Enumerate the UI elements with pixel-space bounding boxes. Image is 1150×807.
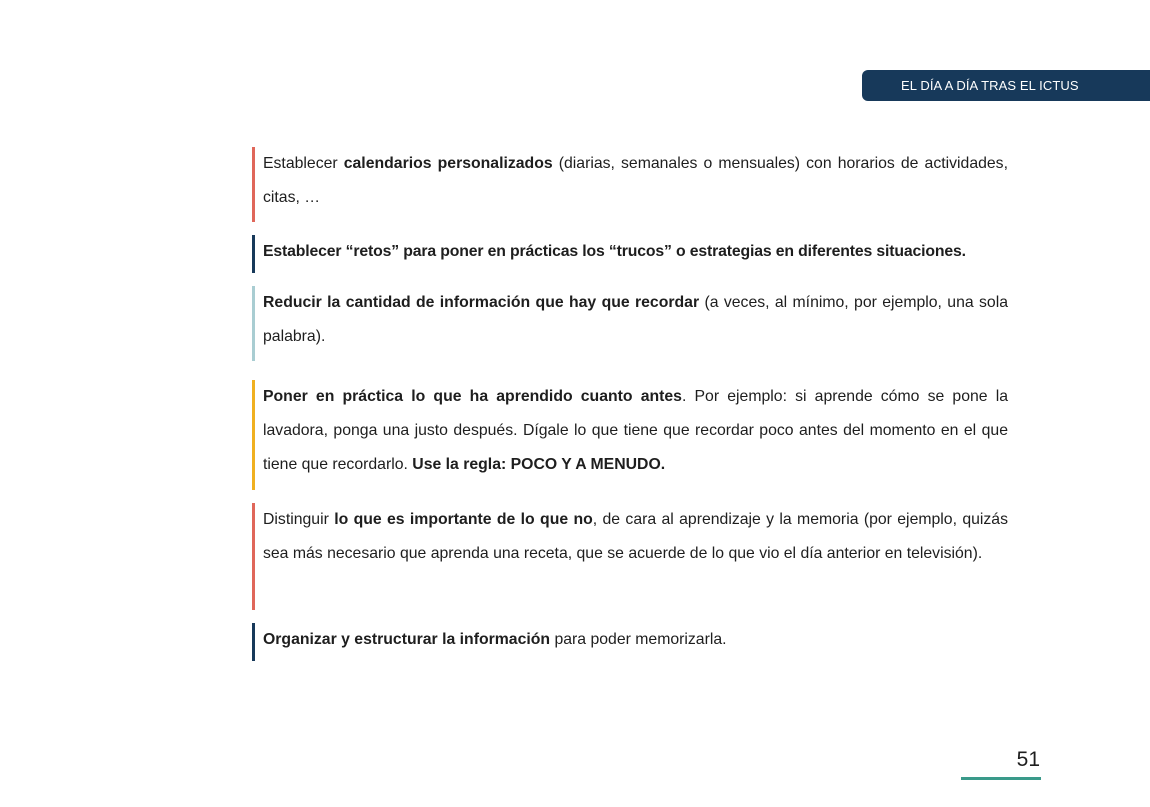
tip-text-bold: calendarios personalizados (343, 155, 553, 172)
page-number-underline (961, 777, 1041, 780)
tip-text-post: para poder memorizarla. (550, 631, 727, 648)
section-header-tab (862, 70, 1150, 101)
tip-item-distinguish-important (252, 503, 1008, 610)
page-number: 51 (1016, 748, 1040, 771)
tip-item-organize-information (252, 623, 1008, 661)
tip-text-rule: Use la regla: POCO Y A MENUDO. (412, 456, 666, 473)
section-title: EL DÍA A DÍA TRAS EL ICTUS (901, 78, 1079, 93)
tip-item-reduce-information (252, 286, 1008, 361)
tip-text-post: (a veces, al mínimo, por ejemplo, una sola palabra). (263, 294, 1008, 345)
tip-text-post: . Por ejemplo: si aprende cómo se pone la lavadora, ponga una justo después. Dígale lo que tiene que recordar poco antes del momento en el que tiene que recordarlo. (263, 388, 1008, 473)
tip-text-bold: Organizar y estructurar la información (263, 631, 551, 648)
tip-item-practice-soon (252, 380, 1008, 490)
tip-text-post: , de cara al aprendizaje y la memoria (por ejemplo, quizás sea más necesario que aprenda una receta, que se acuerde de lo que vio el día anterior en televisión). (263, 511, 1008, 562)
tip-text-bold: Reducir la cantidad de información que hay que recordar (263, 294, 700, 311)
tip-text-bold: Poner en práctica lo que ha aprendido cuanto antes (263, 388, 682, 405)
tip-text-pre: Distinguir (263, 511, 335, 528)
tip-text-bold: lo que es importante de lo que no (334, 511, 593, 528)
tip-item-calendars (252, 147, 1008, 222)
tip-text-post: (diarias, semanales o mensuales) con horarios de actividades, citas, … (263, 155, 1008, 206)
tip-item-challenges (252, 235, 1008, 273)
tip-text-pre: Establecer (263, 155, 344, 172)
tip-text-bold: Establecer “retos” para poner en prácticas los “trucos” o estrategias en diferentes situaciones. (263, 243, 966, 260)
